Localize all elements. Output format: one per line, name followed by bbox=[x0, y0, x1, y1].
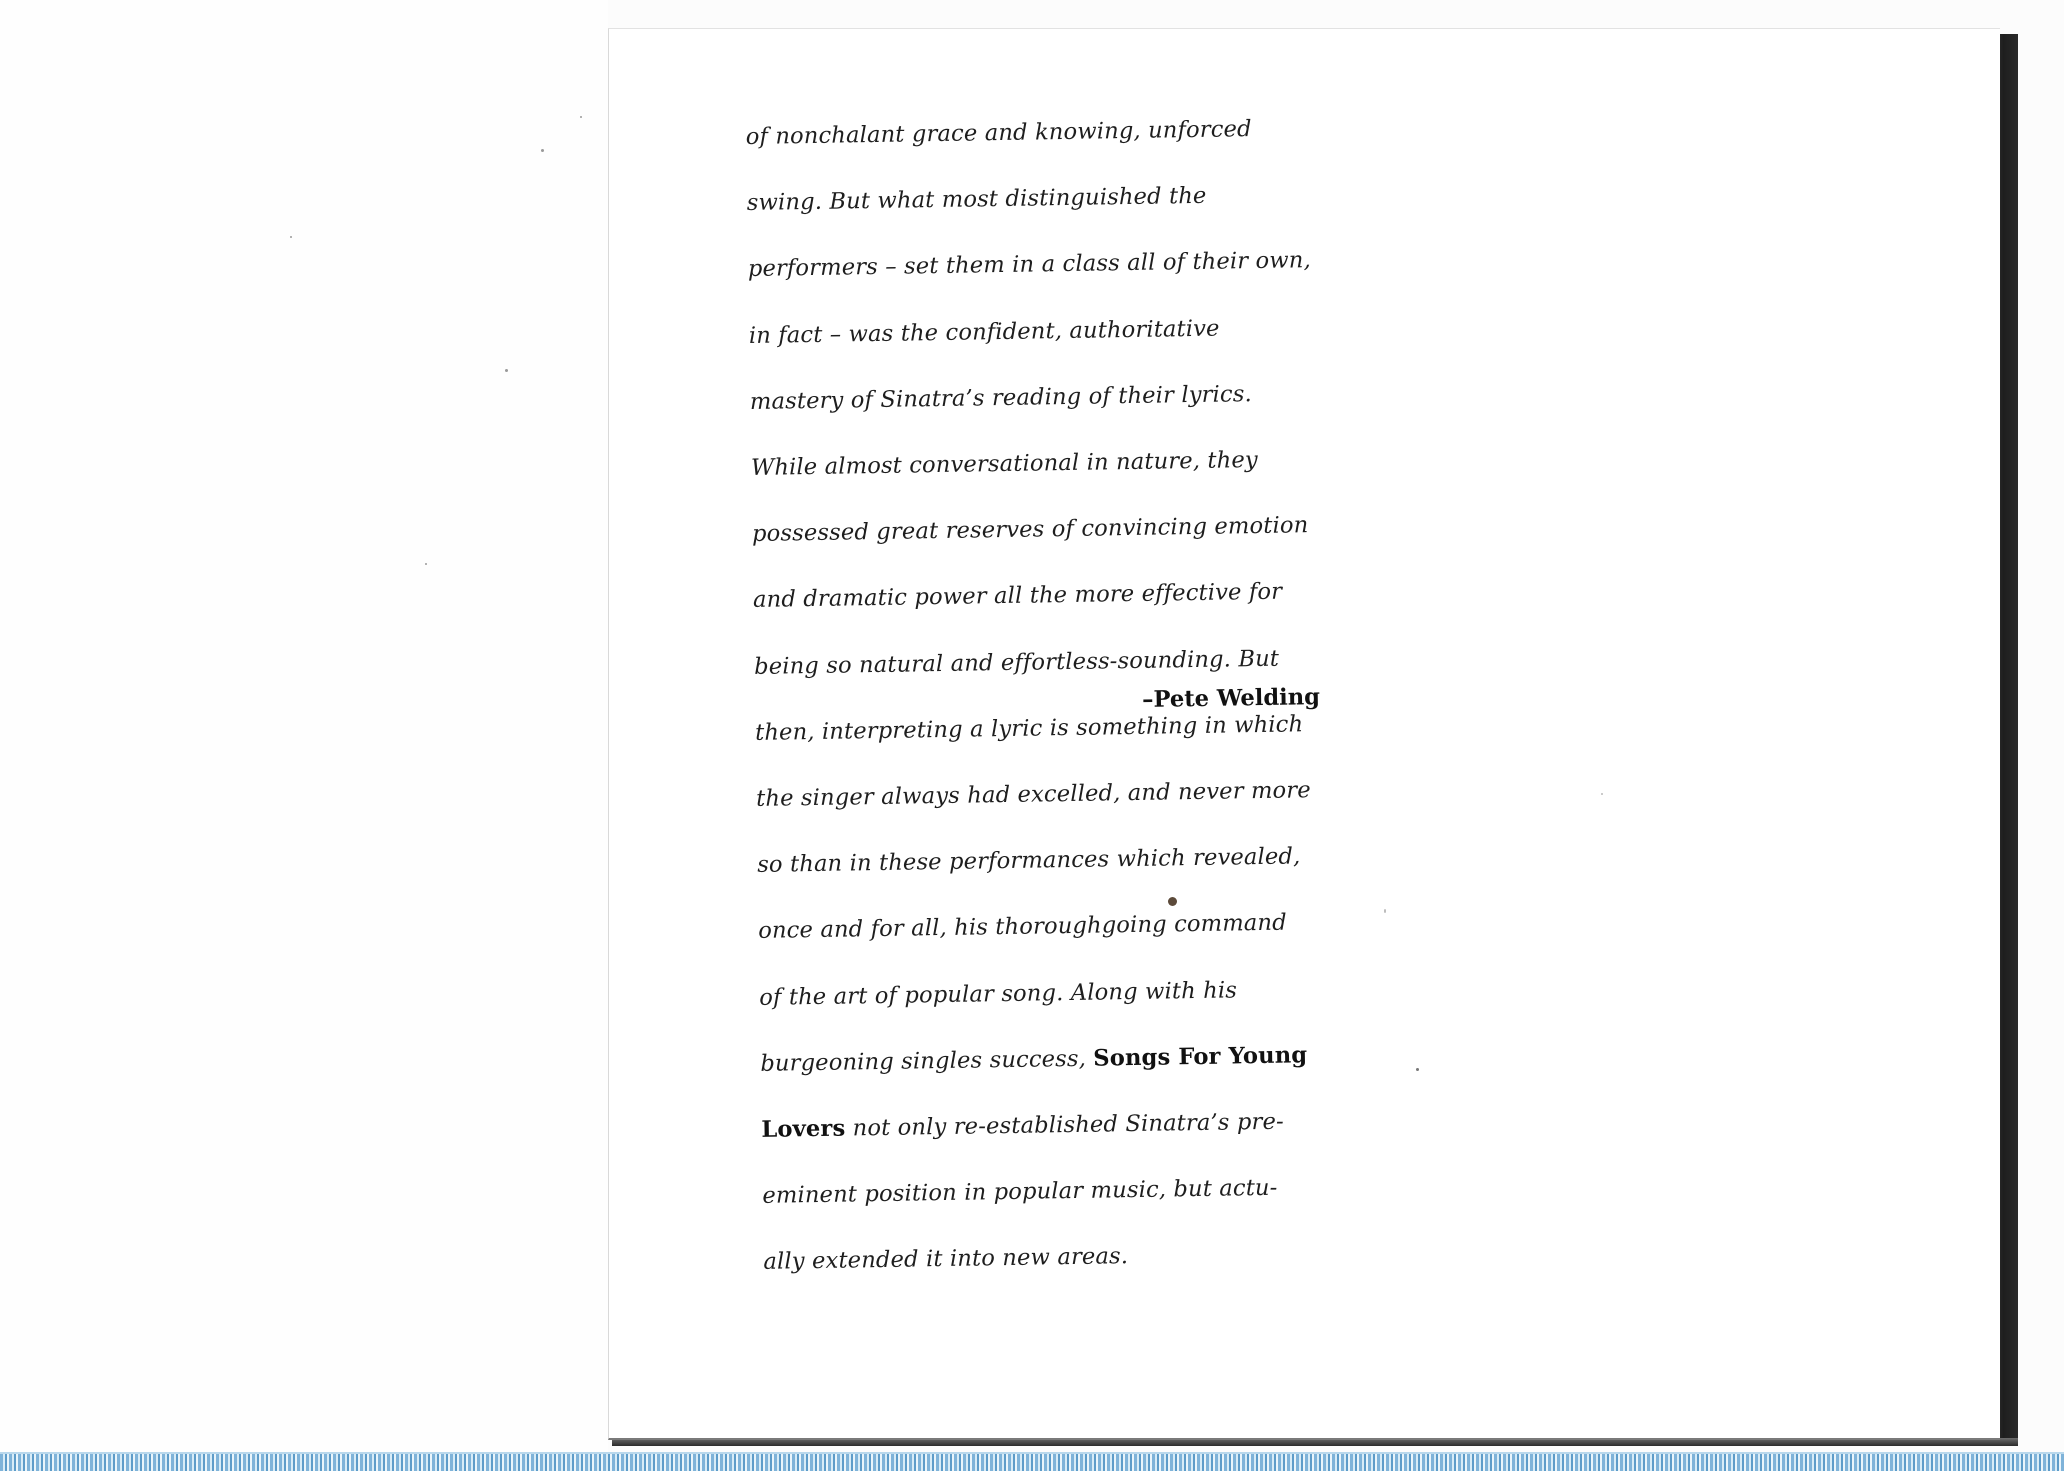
essay-line: in fact – was the confident, authoritative bbox=[748, 315, 1220, 349]
dust-speck bbox=[580, 116, 582, 118]
ink-spot bbox=[1168, 897, 1177, 906]
left-blank-page bbox=[0, 0, 608, 1452]
essay-line: of nonchalant grace and knowing, unforced bbox=[745, 116, 1252, 151]
essay-line bbox=[761, 1105, 1341, 1147]
dust-speck bbox=[425, 563, 427, 565]
album-title: Songs For Young bbox=[1093, 1042, 1308, 1072]
essay-line: and dramatic power all the more effective for bbox=[752, 579, 1283, 614]
scanner-stripe-band bbox=[0, 1452, 2064, 1471]
dust-speck bbox=[290, 236, 292, 238]
dust-speck bbox=[1416, 1068, 1419, 1071]
essay-line: once and for all, his thoroughgoing command bbox=[758, 909, 1287, 945]
dust-speck bbox=[505, 369, 508, 372]
essay-line: swing. But what most distinguished the bbox=[746, 183, 1207, 217]
essay-line: eminent position in popular music, but actu- bbox=[762, 1174, 1278, 1209]
dust-speck bbox=[1384, 909, 1386, 913]
album-title: Lovers bbox=[761, 1115, 846, 1143]
essay-line bbox=[760, 1038, 1340, 1080]
essay-line: performers – set them in a class all of their own, bbox=[747, 247, 1312, 283]
essay-line: While almost conversational in nature, they bbox=[750, 447, 1258, 481]
essay-text: not only re-established Sinatra’s pre- bbox=[845, 1108, 1284, 1142]
essay-line: mastery of Sinatra’s reading of their lyrics. bbox=[749, 380, 1253, 415]
dust-speck bbox=[1601, 793, 1603, 795]
essay-line: then, interpreting a lyric is something in which bbox=[754, 711, 1304, 746]
essay-line: so than in these performances which revealed, bbox=[757, 843, 1301, 879]
dust-speck bbox=[541, 149, 544, 152]
essay-line: ally extended it into new areas. bbox=[763, 1243, 1129, 1276]
author-signature: –Pete Welding bbox=[1141, 684, 1321, 713]
essay-line: possessed great reserves of convincing emotion bbox=[751, 512, 1309, 548]
essay-line: of the art of popular song. Along with his bbox=[759, 976, 1238, 1011]
scanner-stripe-edge bbox=[0, 1452, 2064, 1454]
essay-line: being so natural and effortless-sounding. But bbox=[753, 645, 1280, 680]
essay-line: the singer always had excelled, and never more bbox=[755, 777, 1311, 812]
essay-text: burgeoning singles success, bbox=[760, 1045, 1094, 1077]
